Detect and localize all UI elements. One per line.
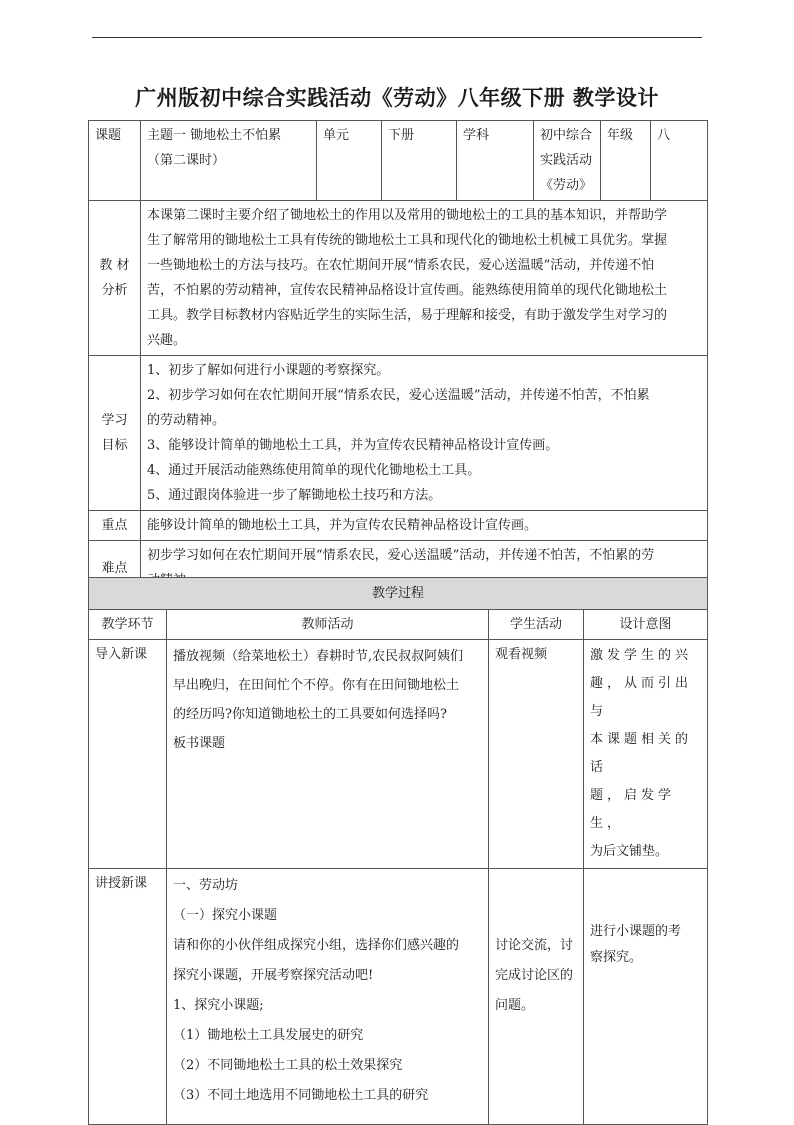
objectives-label: 学习 目标 [89, 356, 141, 511]
column-header: 教师活动 [167, 610, 489, 640]
objectives-row [89, 356, 708, 511]
difficulty-label: 难点 [89, 541, 141, 596]
key-point-text: 能够设计简单的锄地松土工具，并为宣传农民精神品格设计宣传画。 [141, 511, 708, 541]
student-cell: 讨论交流，讨 完成讨论区的 问题。 [489, 869, 584, 1125]
lesson-info-table [88, 120, 708, 596]
difficulty-text: 初步学习如何在农忙期间开展“情系农民，爱心送温暖”活动，并传递不怕苦，不怕累的劳 [141, 541, 708, 596]
intent-cell: 进行小课题的考 察探究。 [584, 869, 708, 1125]
info-row [89, 121, 708, 201]
subject-line: 初中综合 [540, 128, 593, 143]
process-heading-row [89, 578, 708, 610]
unit-value: 下册 [382, 121, 457, 201]
subject-line: 实践活动 [540, 153, 593, 168]
teacher-cell: 一、劳动坊 （一）探究小课题 请和你的小伙伴组成探究小组，选择你们感兴趣的 探究小课题，开展考察探究活动吧! 1、探究小课题; （1）锄地松土工具发展史的研究 （2）不同锄地松土工具的松土效果探究 （3）不同土地选用不同锄地松土工具的研究 [167, 869, 489, 1125]
column-header: 设计意图 [584, 610, 708, 640]
key-point-label: 重点 [89, 511, 141, 541]
grade-value: 八 [651, 121, 708, 201]
process-header-row [89, 610, 708, 640]
column-header: 学生活动 [489, 610, 584, 640]
analysis-label: 教 材 分析 [89, 201, 141, 356]
teacher-cell: 播放视频（给菜地松土）春耕时节,农民叔叔阿姨们 早出晚归，在田间忙个不停。你有在田间锄地松土 的经历吗?你知道锄地松土的工具要如何选择吗? 板书课题 [167, 640, 489, 869]
unit-label: 单元 [317, 121, 382, 201]
topic-line: 主题一 锄地松土不怕累 [147, 128, 282, 143]
stage-cell: 导入新课 [89, 640, 167, 869]
objectives-text: 1、初步了解如何进行小课题的考察探究。 2、初步学习如何在农忙期间开展“情系农民，爱心送温暖”活动，并传递不怕苦，不怕累 的劳动精神。 3、能够设计简单的锄地松土工具，并为宣传农民精神品格设计宣传画。 4、通过开展活动能熟练使用简单的现代化锄地松土工具。 5、通过跟岗体验进一步了解锄地松土技巧和方法。 [141, 356, 708, 511]
header-rule [92, 37, 702, 38]
key-point-row [89, 511, 708, 541]
analysis-text: 本课第二课时主要介绍了锄地松土的作用以及常用的锄地松土的工具的基本知识，并帮助学 生了解常用的锄地松土工具有传统的锄地松土工具和现代化的锄地松土机械工具优劣。掌握 一些锄地松土的方法与技巧。在农忙期间开展“情系农民，爱心送温暖”活动，并传递不怕 苦，不怕累的劳动精神，宣传农民精神品格设计宣传画。能熟练使用简单的现代化锄地松土 工具。教学目标教材内容贴近学生的实际生活，易于理解和接受，有助于激发学生对学习的 兴趣。 [141, 201, 708, 356]
process-heading: 教学过程 [89, 578, 708, 610]
grade-label: 年级 [601, 121, 651, 201]
intent-cell: 激发学生的兴 趣，从而引出与 本课题相关的话 题，启发学生， 为后文铺垫。 [584, 640, 708, 869]
subject-line: 《劳动》 [540, 178, 593, 193]
topic-line: （第二课时） [147, 153, 226, 168]
stage-cell: 讲授新课 [89, 869, 167, 1125]
topic-label: 课题 [89, 121, 141, 201]
table-row [89, 869, 708, 1125]
topic-value [141, 121, 317, 201]
student-cell: 观看视频 [489, 640, 584, 869]
analysis-row [89, 201, 708, 356]
page-title: 广州版初中综合实践活动《劳动》八年级下册 教学设计 [135, 86, 659, 110]
subject-value [534, 121, 601, 201]
column-header: 教学环节 [89, 610, 167, 640]
teaching-process-table [88, 577, 708, 1125]
table-row [89, 640, 708, 869]
subject-label: 学科 [457, 121, 534, 201]
